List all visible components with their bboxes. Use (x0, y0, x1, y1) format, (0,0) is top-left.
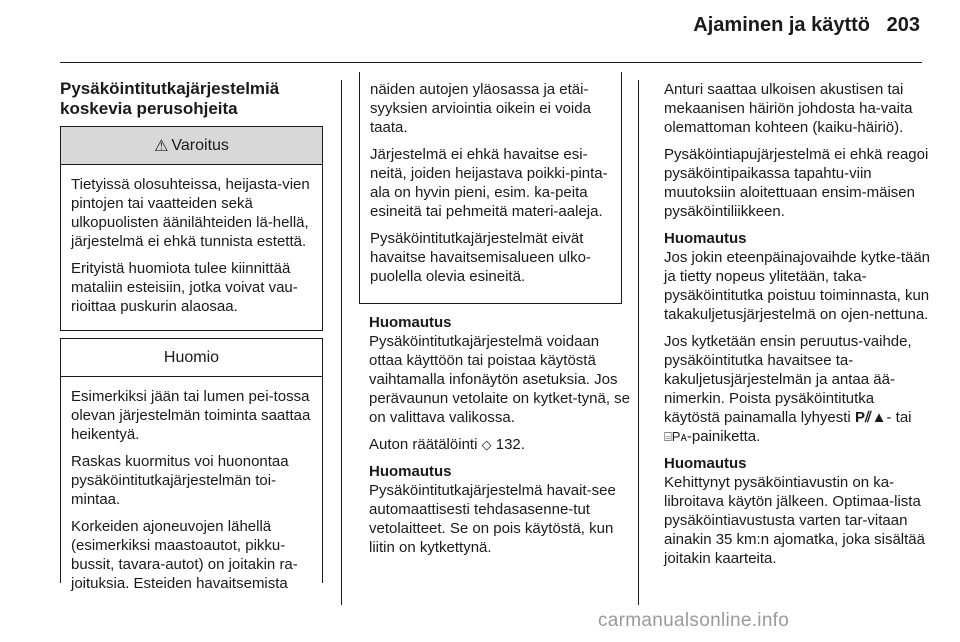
column-2-body (369, 313, 631, 565)
column-divider-left (341, 80, 342, 605)
reference-arrow-icon: ◇ (481, 437, 492, 452)
warning-box-header (61, 127, 322, 165)
caution-box-header (61, 339, 322, 377)
warning-paragraph: Erityistä huomiota tulee kiinnittää mataliin esteisiin, jotka voivat vau-rioittaa puskurin alaosaa. (71, 260, 298, 315)
column-divider-right (638, 80, 639, 605)
body-paragraph: Pysäköintiapujärjestelmä ei ehkä reagoi pysäköintipaikassa tapahtu-viin muutoksiin aloitettuaan ensim-mäisen pysäköintiliikkeen. (664, 146, 929, 220)
body-paragraph-mid: - tai (886, 409, 912, 426)
header-rule (60, 62, 922, 63)
park-assist-button-icon: P⫽▲ (854, 409, 887, 426)
cross-reference-text: Auton räätälöinti (369, 436, 478, 453)
caution-box (60, 338, 323, 592)
body-paragraph-end: -painiketta. (686, 428, 761, 445)
note-text: Jos jokin eteenpäinajovaihde kytke-tään ja tietty nopeus ylitetään, taka-pysäköintitutka poistuu toiminnasta, kun takakuljetusjärjestelmä on ojen-nettuna. (664, 249, 931, 323)
note-label: Huomautus (664, 455, 747, 472)
body-paragraph (664, 332, 932, 446)
body-paragraph-start: Jos kytketään ensin peruutus-vaihde, pysäköintitutka havaitsee ta-kakuljetusjärjestelmän ja antaa ää-nimerkin. Poista pysäköintitutka käytöstä painamalla lyhyesti (664, 333, 912, 426)
note-label: Huomautus (664, 230, 747, 247)
warning-box (60, 126, 323, 331)
warning-box-title: Varoitus (171, 136, 229, 154)
caution-paragraph: Esimerkiksi jään tai lumen pei-tossa olevan järjestelmän toiminta saattaa heikentyä. (71, 388, 311, 443)
section-heading: Pysäköintitutkajärjestelmiä koskevia perusohjeita (60, 79, 280, 118)
caution-paragraph: Pysäköintitutkajärjestelmät eivät havaitse havaitsemisalueen ulko-puolella olevia esineitä. (370, 230, 591, 285)
warning-triangle-icon: ⚠ (154, 137, 169, 155)
caution-box-continued (359, 72, 622, 304)
running-header-title: Ajaminen ja käyttö (693, 14, 870, 36)
cross-reference-page: 132. (495, 436, 525, 453)
caution-box-title: Huomio (163, 348, 220, 366)
caution-paragraph: Korkeiden ajoneuvojen lähellä (esimerkiksi maastoautot, pikku-bussit, tavara-autot) on joitakin ra-joituksia. Esteiden havaitsemista (71, 518, 298, 592)
page-number: 203 (886, 14, 920, 36)
column-3-body (664, 80, 932, 576)
warning-paragraph: Tietyissä olosuhteissa, heijasta-vien pintojen tai vaatteiden sekä ulkopuolisten äänilähteiden lä-hellä, järjestelmä ei ehkä tunnista estettä. (71, 176, 310, 250)
caution-paragraph: näiden autojen yläosassa ja etäi-syyksien arviointia oikein ei voida taata. (370, 81, 591, 136)
caution-paragraph: Raskas kuormitus voi huonontaa pysäköintitutkajärjestelmän toi-mintaa. (71, 453, 289, 508)
park-assist-alt-button-icon: ⌸Pᴀ (664, 429, 687, 444)
note-text: Kehittynyt pysäköintiavustin on ka-libroitava käytön jälkeen. Optimaa-lista pysäköintiavustusta varten tar-vitaan ainakin 35 km:n ajomatka, joka sisältää joitakin kaarteita. (664, 474, 925, 567)
note-label: Huomautus (369, 314, 452, 331)
cross-reference (369, 435, 631, 454)
note-label: Huomautus (369, 463, 452, 480)
note-text: Pysäköintitutkajärjestelmä voidaan ottaa käyttöön tai poistaa käytöstä vaihtamalla infonäytön asetuksia. Jos perävaunun vetolaite on kytket-tynä, se on valittava valikossa. (369, 333, 630, 426)
note-text: Pysäköintitutkajärjestelmä havait-see automaattisesti tehdasasenne-tut vetolaitteet. Se on pois käytöstä, kun liitin on kytkettynä. (369, 482, 616, 556)
body-paragraph: Anturi saattaa ulkoisen akustisen tai mekaanisen häiriön johdosta ha-vaita olemattoman kohteen (kaiku-häiriö). (664, 81, 913, 136)
watermark: carmanualsonline.info (598, 610, 790, 631)
caution-paragraph: Järjestelmä ei ehkä havaitse esi-neitä, joiden heijastava poikki-pinta-ala on hyvin pieni, esim. ka-peita esineitä tai pehmeitä materi-aaleja. (370, 146, 608, 220)
